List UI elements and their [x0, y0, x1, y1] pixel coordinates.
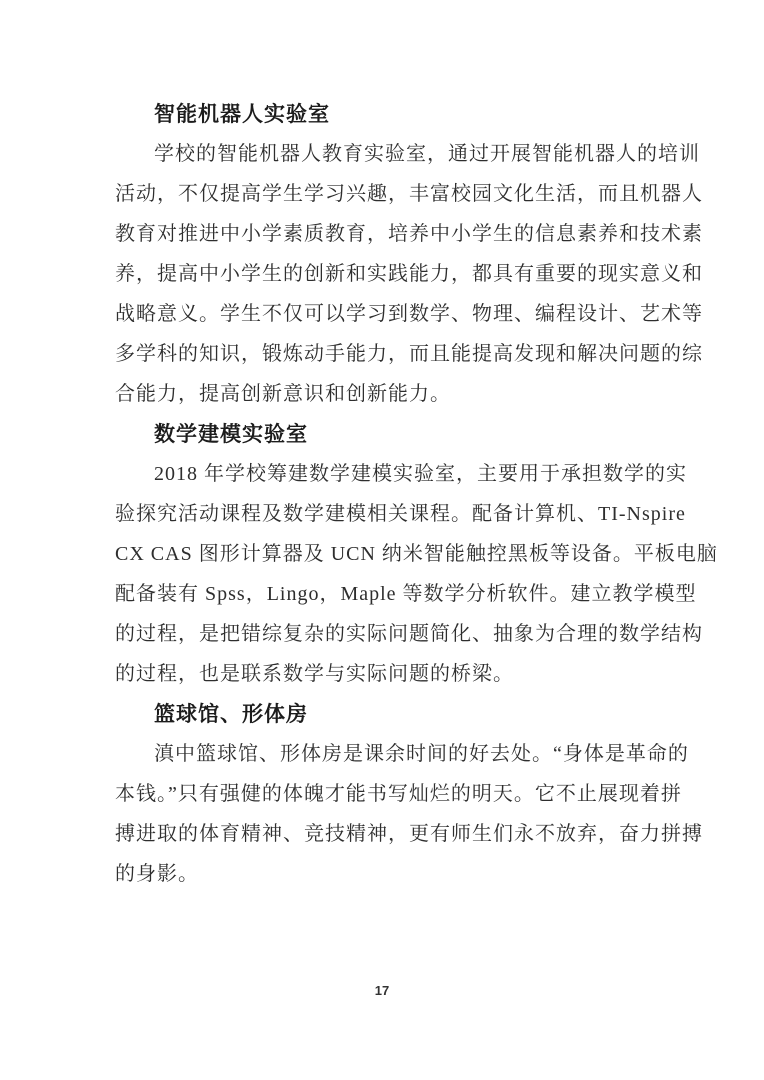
- paragraph-line: 养，提高中小学生的创新和实践能力，都具有重要的现实意义和: [115, 263, 703, 285]
- paragraph-line: 战略意义。学生不仅可以学习到数学、物理、编程设计、艺术等: [115, 303, 703, 325]
- paragraph-line: 教育对推进中小学素质教育，培养中小学生的信息素养和技术素: [115, 223, 703, 245]
- paragraph-line: 活动，不仅提高学生学习兴趣，丰富校园文化生活，而且机器人: [115, 183, 703, 205]
- paragraph-line: 多学科的知识，锻炼动手能力，而且能提高发现和解决问题的综: [115, 343, 703, 365]
- paragraph-line: 搏进取的体育精神、竞技精神，更有师生们永不放弃，奋力拼搏: [115, 823, 703, 845]
- paragraph-line: 的过程，也是联系数学与实际问题的桥梁。: [115, 663, 514, 685]
- paragraph-line: 学校的智能机器人教育实验室，通过开展智能机器人的培训: [154, 143, 700, 165]
- section-heading-robot-lab: 智能机器人实验室: [154, 102, 330, 126]
- paragraph-line: 的过程，是把错综复杂的实际问题简化、抽象为合理的数学结构: [115, 623, 703, 645]
- paragraph-line: 本钱。”只有强健的体魄才能书写灿烂的明天。它不止展现着拼: [115, 783, 682, 805]
- paragraph-line: CX CAS 图形计算器及 UCN 纳米智能触控黑板等设备。平板电脑: [115, 543, 718, 565]
- section-heading-math-modeling-lab: 数学建模实验室: [154, 422, 308, 446]
- paragraph-line: 2018 年学校筹建数学建模实验室，主要用于承担数学的实: [154, 463, 687, 485]
- document-body: [115, 94, 718, 894]
- paragraph-line: 滇中篮球馆、形体房是课余时间的好去处。“身体是革命的: [154, 743, 689, 765]
- page-number: 17: [374, 983, 390, 998]
- page-footer: [0, 982, 764, 1000]
- paragraph-line: 验探究活动课程及数学建模相关课程。配备计算机、TI-Nspire: [115, 503, 686, 525]
- paragraph-line: 配备装有 Spss，Lingo，Maple 等数学分析软件。建立教学模型: [115, 583, 697, 605]
- section-heading-basketball-gym: 篮球馆、形体房: [154, 702, 308, 726]
- paragraph-line: 的身影。: [115, 863, 199, 885]
- paragraph-line: 合能力，提高创新意识和创新能力。: [115, 383, 451, 405]
